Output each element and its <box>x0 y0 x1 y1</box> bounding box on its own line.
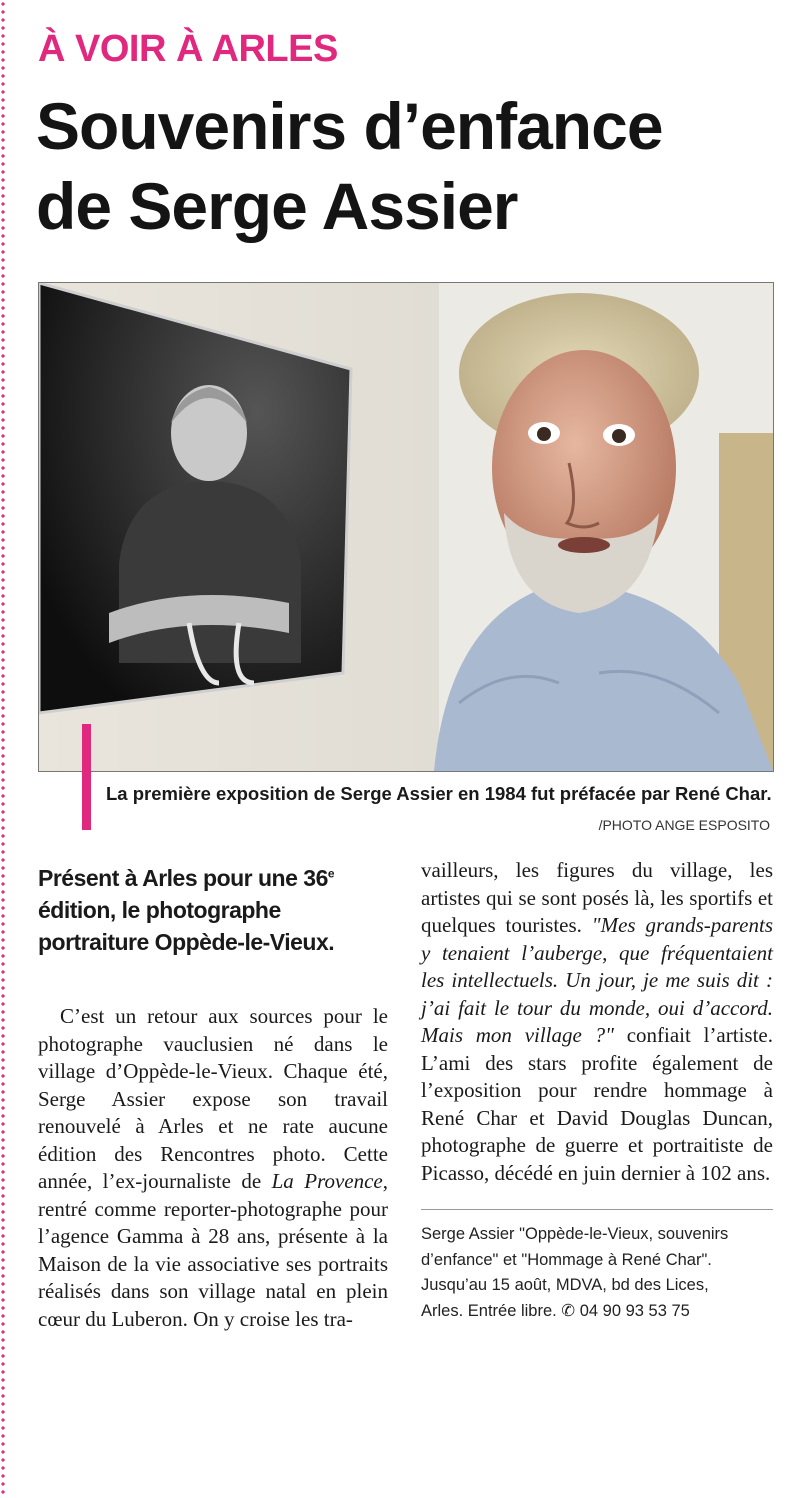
dotted-border <box>0 0 6 1498</box>
body-right-quote: "Mes grands-parents y tenaient l’auberge, que fréquentaient les intellectuels. Un jour, je me suis dit : j’ai fait le tour du monde, oui d’accord. Mais mon village ?" <box>421 913 773 1047</box>
lead-text-end: édition, le photographe portraiture Oppède-le-Vieux. <box>38 897 335 955</box>
right-column <box>421 857 773 1324</box>
article-lead <box>38 862 388 958</box>
caption-accent-bar <box>82 724 91 830</box>
headline-line-2: de Serge Assier <box>36 169 518 243</box>
article-photo <box>38 282 774 772</box>
headline-line-1: Souvenirs d’enfance <box>36 89 663 163</box>
body-text-left <box>38 1003 388 1333</box>
section-kicker: À VOIR À ARLES <box>38 28 338 70</box>
photo-credit: /PHOTO ANGE ESPOSITO <box>598 817 770 833</box>
photo-illustration <box>39 283 773 771</box>
body-left-text-1: C’est un retour aux sources pour le photographe vauclusien né dans le village d’Oppède-le-Vieux. Chaque été, Serge Assier expose son travail renouvelé à Arles et ne rate aucune édition des Rencontres photo. Cette année, l’ex-journaliste de <box>38 1004 388 1193</box>
lead-superscript: e <box>327 866 335 881</box>
info-separator <box>421 1209 773 1210</box>
photo-caption: La première exposition de Serge Assier en 1984 fut préfacée par René Char. <box>106 783 772 804</box>
body-text-right <box>421 857 773 1187</box>
body-left-newspaper-title: La Provence <box>271 1169 383 1193</box>
lead-text-start: Présent à Arles pour une 36 <box>38 865 328 891</box>
body-left-text-2: , rentré comme reporter-photographe pour l’agence Gamma à 28 ans, présente à la Maison de la vie associative ses portraits réalisés dans son village natal en plein cœur du Luberon. On y croise les tra- <box>38 1169 388 1331</box>
info-line-4: Arles. Entrée libre. ✆ 04 90 93 53 75 <box>421 1301 690 1320</box>
left-column <box>38 862 388 1333</box>
body-right-text-1: vailleurs, les figures du village, les artistes qui se sont posés là, les sportifs et quelques touristes. <box>421 858 773 937</box>
exhibition-info <box>421 1222 773 1324</box>
info-line-2: d’enfance" et "Hommage à René Char". <box>421 1250 712 1269</box>
info-line-1: Serge Assier "Oppède-le-Vieux, souvenirs <box>421 1225 729 1243</box>
body-right-text-2: confiait l’artiste. L’ami des stars profite également de l’exposition pour rendre hommage à René Char et David Douglas Duncan, photographe de guerre et portraitiste de Picasso, décédé en juin dernier à 102 ans. <box>421 1023 773 1185</box>
headline <box>36 86 776 246</box>
info-line-3: Jusqu’au 15 août, MDVA, bd des Lices, <box>421 1276 709 1294</box>
